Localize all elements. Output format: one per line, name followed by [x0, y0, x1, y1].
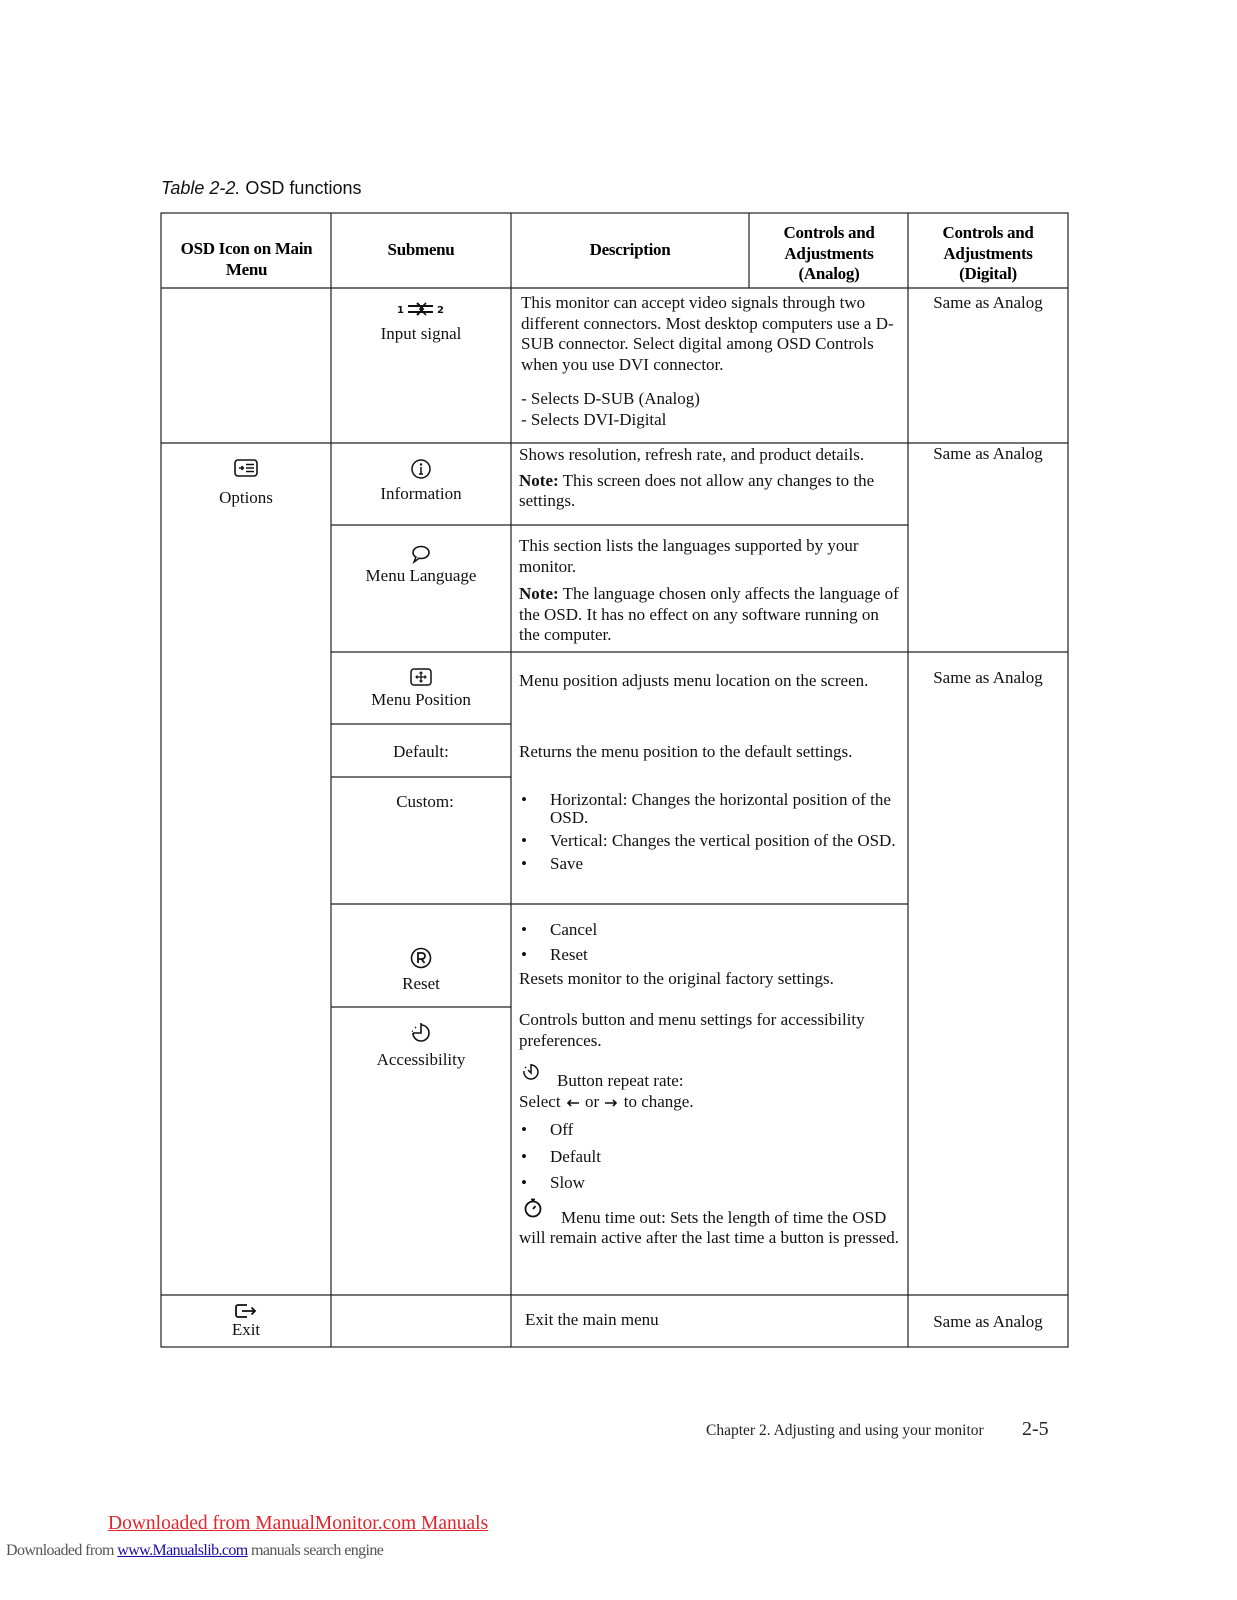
- exit-digital: Same as Analog: [933, 1312, 1043, 1331]
- submenu-input-signal: [331, 300, 511, 345]
- reset-options-list: [519, 920, 903, 965]
- information-note-text: This screen does not allow any changes to the settings.: [519, 470, 875, 510]
- header-analog: Controls and Adjustments (Analog): [783, 223, 875, 283]
- repeat-rate-options: [519, 1120, 905, 1194]
- exit-label: Exit: [231, 1320, 261, 1339]
- reset-desc-text: Resets monitor to the original factory settings.: [519, 969, 834, 988]
- menu-position-description: Menu position adjusts menu location on the screen.: [519, 671, 869, 690]
- information-note: [519, 471, 903, 512]
- input-signal-description: [521, 293, 901, 430]
- svg-text:2: 2: [437, 305, 444, 316]
- submenu-custom-label: Custom:: [396, 792, 454, 811]
- download-suffix: manuals search engine: [247, 1542, 384, 1559]
- exit-description: Exit the main menu: [525, 1310, 659, 1329]
- main-menu-options: [161, 458, 331, 509]
- page-number: 2-5: [1022, 1418, 1049, 1440]
- accessibility-timer-icon: [408, 1020, 434, 1046]
- options-label: Options: [219, 488, 273, 507]
- arrow-right-icon: [603, 1098, 619, 1108]
- information-label: Information: [380, 484, 462, 503]
- submenu-reset: [331, 946, 511, 995]
- menu-language-note-label: Note:: [519, 584, 559, 603]
- menu-language-note: [519, 584, 903, 646]
- speech-bubble-icon: [410, 544, 432, 564]
- arrow-left-icon: [565, 1098, 581, 1108]
- button-repeat-rate: [519, 1071, 905, 1092]
- select-text: Select: [519, 1091, 561, 1111]
- submenu-information: [331, 458, 511, 505]
- submenu-accessibility: [331, 1020, 511, 1071]
- list-item: • Save: [519, 855, 905, 873]
- exit-icon: [233, 1302, 259, 1320]
- header-submenu: Submenu: [387, 240, 455, 259]
- input-signal-option-dvi: - Selects DVI-Digital: [521, 409, 667, 429]
- submenu-menu-language: [331, 544, 511, 587]
- menu-position-digital: Same as Analog: [933, 668, 1043, 687]
- information-desc-text: Shows resolution, refresh rate, and product details.: [519, 445, 865, 464]
- menu-timeout-text: Menu time out: Sets the length of time the OSD will remain active after the last time a button is pressed.: [519, 1207, 900, 1247]
- table-caption-label: Table 2-2.: [161, 178, 241, 198]
- select-or-text: or: [585, 1091, 600, 1111]
- footer-chapter: Chapter 2. Adjusting and using your monitor: [706, 1422, 984, 1439]
- list-item: • Vertical: Changes the vertical position of the OSD.: [519, 832, 905, 850]
- menu-timeout: [519, 1208, 905, 1249]
- default-description: Returns the menu position to the default settings.: [519, 742, 853, 761]
- header-icon: OSD Icon on Main Menu: [180, 239, 313, 279]
- reset-description: [519, 920, 903, 990]
- submenu-menu-position: [331, 667, 511, 711]
- list-item: • Slow: [519, 1173, 905, 1194]
- header-digital: Controls and Adjustments (Digital): [942, 223, 1034, 283]
- accessibility-desc-text: Controls button and menu settings for accessibility preferences.: [519, 1010, 865, 1050]
- information-description: [519, 444, 903, 512]
- manualslib-link[interactable]: www.Manualslib.com: [117, 1542, 248, 1559]
- select-change-text: to change.: [623, 1091, 694, 1111]
- list-item: • Cancel: [519, 920, 903, 941]
- list-item: • Reset: [519, 945, 903, 966]
- submenu-default-label: Default:: [393, 742, 449, 761]
- menu-language-note-text: The language chosen only affects the language of the OSD. It has no effect on any software running on the computer.: [519, 584, 899, 644]
- input-signal-desc-text: This monitor can accept video signals through two different connectors. Most desktop computers use a D-SUB connector. Select digital among OSD Controls when you use DVI connector.: [521, 293, 894, 374]
- svg-text:1: 1: [397, 305, 404, 316]
- menu-position-label: Menu Position: [371, 690, 471, 709]
- repeat-rate-icon: [519, 1061, 543, 1085]
- menu-language-description: [519, 536, 903, 646]
- reset-circle-icon: [409, 946, 433, 970]
- menu-language-label: Menu Language: [365, 566, 477, 585]
- move-arrows-icon: [409, 667, 433, 687]
- reset-label: Reset: [402, 974, 440, 993]
- custom-options-list: [519, 791, 905, 873]
- header-description: Description: [589, 240, 671, 259]
- information-digital: Same as Analog: [933, 444, 1043, 463]
- options-menu-icon: [233, 458, 259, 478]
- list-item: • Off: [519, 1120, 905, 1141]
- accessibility-label: Accessibility: [376, 1050, 466, 1069]
- select-instruction: [519, 1092, 905, 1113]
- stopwatch-icon: [521, 1196, 545, 1220]
- table-caption-title: OSD functions: [245, 178, 362, 198]
- download-notice: [6, 1542, 383, 1560]
- input-signal-option-dsub: - Selects D-SUB (Analog): [521, 389, 700, 408]
- download-link-manualmonitor[interactable]: Downloaded from ManualMonitor.com Manuals: [108, 1513, 489, 1534]
- download-prefix: Downloaded from: [6, 1542, 118, 1559]
- menu-language-desc-text: This section lists the languages supported by your monitor.: [519, 536, 859, 576]
- repeat-rate-label: Button repeat rate:: [557, 1071, 684, 1090]
- information-note-label: Note:: [519, 470, 559, 490]
- info-circle-icon: [410, 458, 432, 480]
- accessibility-description: [519, 1010, 905, 1249]
- list-item: • Default: [519, 1147, 905, 1168]
- input-signal-digital: Same as Analog: [933, 293, 1043, 312]
- input-switch-icon: [395, 300, 447, 318]
- main-menu-exit: [161, 1302, 331, 1341]
- input-signal-label: Input signal: [380, 324, 462, 343]
- list-item: • Horizontal: Changes the horizontal position of the OSD.: [519, 791, 905, 827]
